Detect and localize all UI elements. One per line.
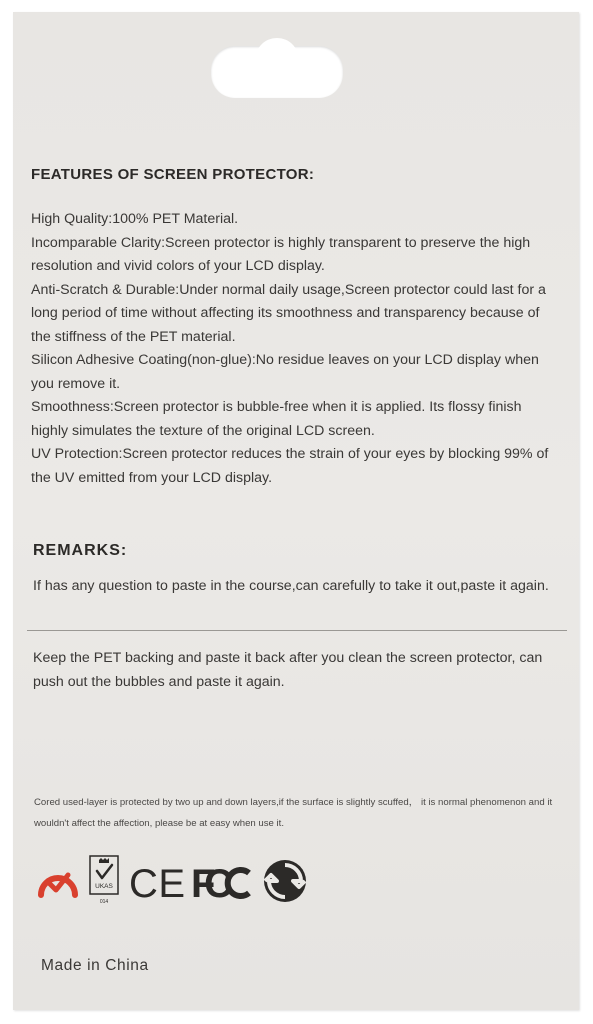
manufacturer-logo-icon — [37, 861, 79, 901]
feature-item: Incomparable Clarity:Screen protector is highly transparent to preserve the high resolution and vivid colors of your LCD display. — [31, 234, 531, 274]
fcc-mark-icon — [191, 863, 253, 903]
green-dot-recycling-icon — [263, 859, 307, 903]
feature-item: High Quality:100% PET Material. — [31, 211, 239, 227]
certification-logos — [37, 855, 337, 907]
features-heading: FEATURES OF SCREEN PROTECTOR: — [31, 166, 315, 183]
ce-mark-icon — [129, 863, 187, 903]
feature-item: Silicon Adhesive Coating(non-glue):No residue leaves on your LCD display when you remove it. — [31, 352, 539, 392]
remark-text: If has any question to paste in the course,can carefully to take it out,paste it again. — [33, 578, 549, 594]
packaging-card — [13, 12, 579, 1010]
ce-mark-text: CE — [129, 863, 185, 903]
features-list — [31, 208, 551, 490]
feature-item: Anti-Scratch & Durable:Under normal daily usage,Screen protector could last for a long period of time without affecting its smoothness and transparency because of the stiffness of the PET material. — [31, 281, 546, 345]
remark-text: Keep the PET backing and paste it back after you clean the screen protector, can push out the bubbles and paste it again. — [33, 650, 543, 690]
fcc-mark-text: FC — [191, 863, 233, 903]
fine-print: Cored used-layer is protected by two up and down layers,if the surface is slightly scuffed， it is normal phenomenon and it wouldn't affect the affection, please be at easy when use it. — [34, 797, 553, 829]
origin-label: Made in China — [41, 957, 149, 974]
feature-item: UV Protection:Screen protector reduces the strain of your eyes by blocking 99% of the UV emitted from your LCD display. — [31, 446, 549, 486]
hang-hole — [211, 46, 343, 98]
feature-item: Smoothness:Screen protector is bubble-free when it is applied. Its flossy finish highly simulates the texture of the original LCD screen. — [31, 399, 522, 439]
remarks-heading: REMARKS: — [33, 542, 128, 559]
ukas-number: 014 — [99, 899, 109, 905]
ukas-logo-icon — [89, 855, 119, 907]
ukas-label: UKAS — [95, 883, 113, 890]
divider — [27, 630, 567, 631]
